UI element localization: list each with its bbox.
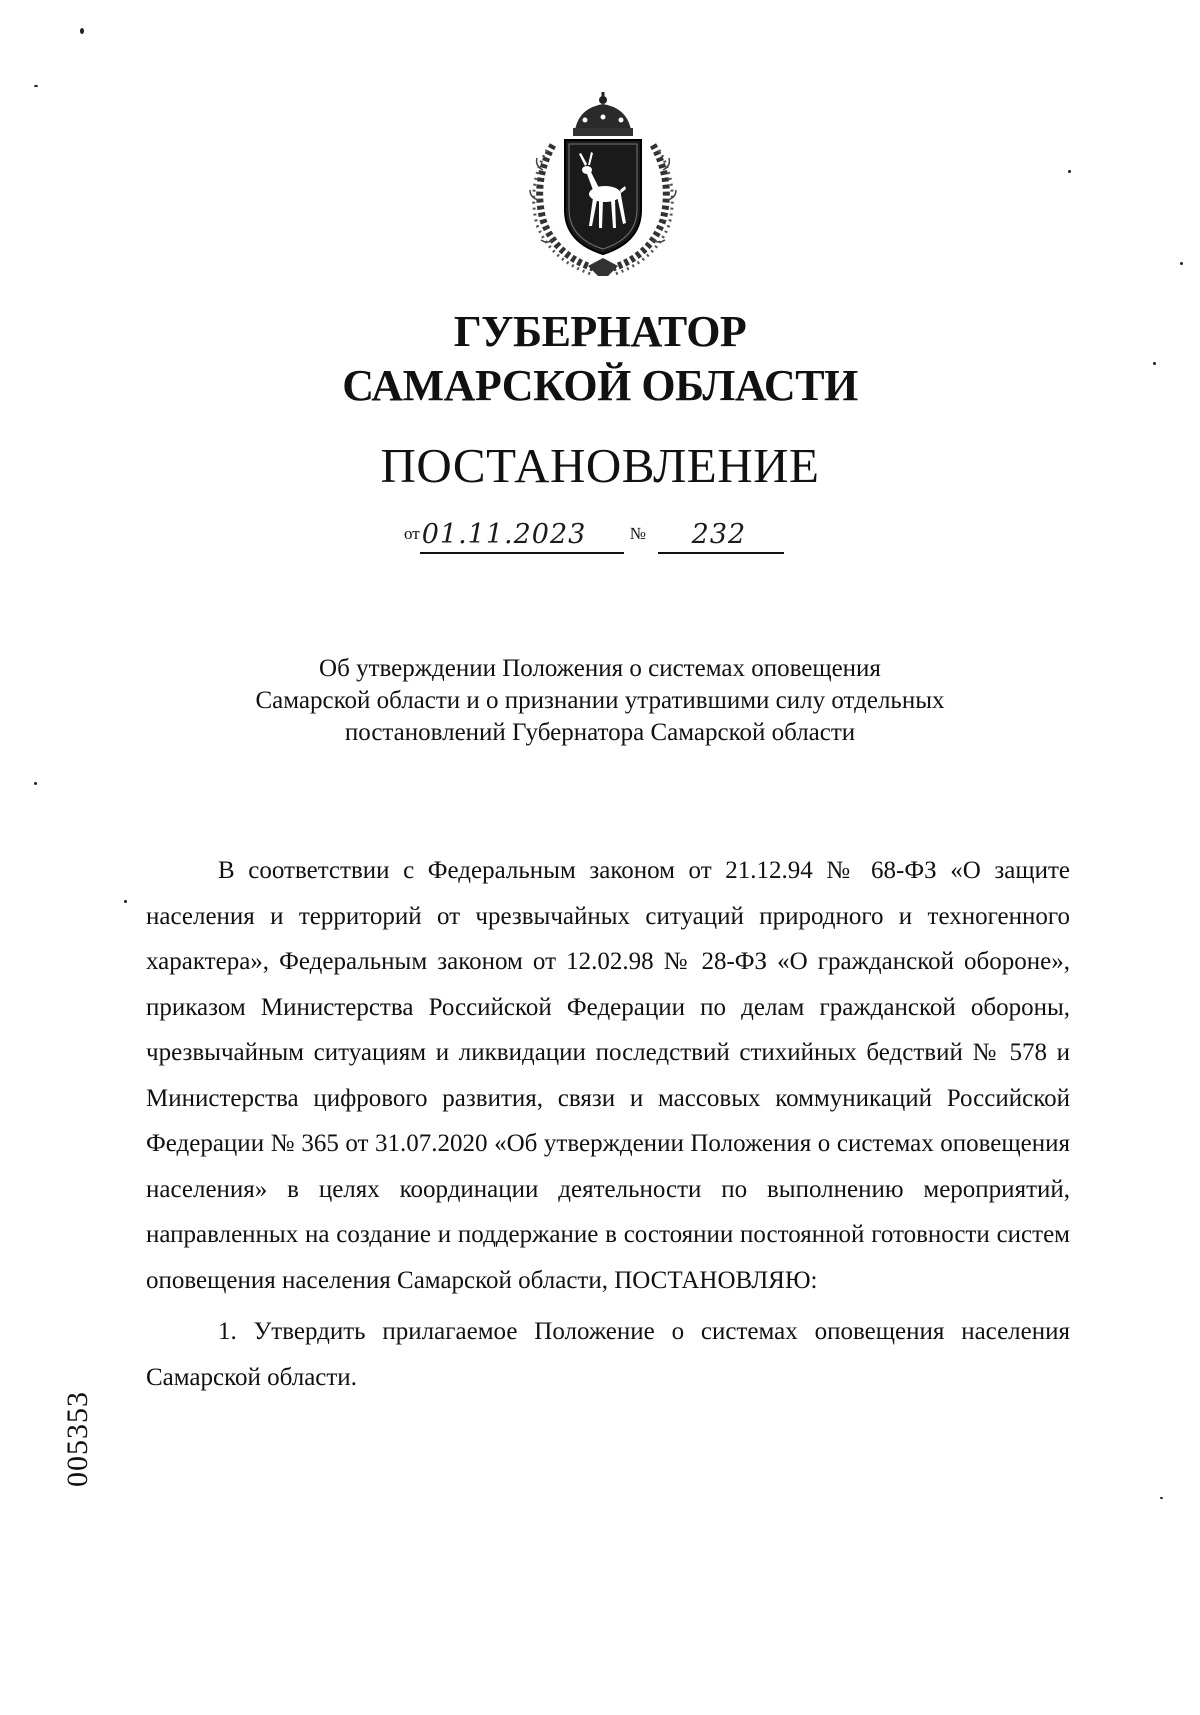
scan-speck	[1068, 170, 1071, 173]
scan-speck	[1180, 262, 1183, 265]
side-serial-number: 005353	[61, 1391, 94, 1487]
authority-line-2: САМАРСКОЙ ОБЛАСТИ	[342, 361, 858, 410]
coat-of-arms-icon	[513, 90, 693, 280]
document-type: ПОСТАНОВЛЕНИЕ	[380, 438, 820, 493]
preamble-paragraph: В соответствии с Федеральным законом от 21.12.94 № 68-ФЗ «О защите населения и территорий от чрезвычайных ситуаций природного и техногенного характера», Федеральным законом от 12.02.98 № 28-ФЗ «О гражданской обороне», приказом Министерства Российской Федерации по делам гражданской обороны, чрезвычайным ситуациям и ликвидации последствий стихийных бедствий № 578 и Министерства цифрового развития, связи и массовых коммуникаций Российской Федерации № 365 от 31.07.2020 «Об утверждении Положения о системах оповещения населения» в целях координации деятельности по выполнению мероприятий, направленных на создание и поддержание в состоянии постоянной готовности систем оповещения населения Самарской области, ПОСТАНОВЛЯЮ:	[146, 857, 1070, 1294]
issuing-authority	[0, 305, 1200, 413]
title-line-2: Самарской области и о признании утратившими силу отдельных	[255, 687, 945, 714]
scan-speck	[80, 28, 84, 34]
number-value: 232	[658, 518, 784, 554]
item-1-paragraph: 1. Утвердить прилагаемое Положение о системах оповещения населения Самарской области.	[146, 1318, 1070, 1391]
authority-line-1: ГУБЕРНАТОР	[453, 307, 747, 356]
scan-speck	[124, 900, 127, 903]
scan-speck	[1153, 362, 1156, 365]
date-number-line	[404, 514, 784, 554]
title-line-3: постановлений Губернатора Самарской области	[344, 719, 856, 746]
document-title	[150, 653, 1050, 749]
scan-speck	[1160, 1497, 1163, 1499]
document-body	[146, 848, 1070, 1400]
number-label: №	[629, 524, 646, 543]
scan-speck	[34, 782, 37, 785]
title-line-1: Об утверждении Положения о системах оповещения	[319, 655, 881, 682]
date-label: от	[404, 524, 420, 543]
scan-speck	[34, 85, 38, 87]
date-value: 01.11.2023	[420, 518, 624, 554]
